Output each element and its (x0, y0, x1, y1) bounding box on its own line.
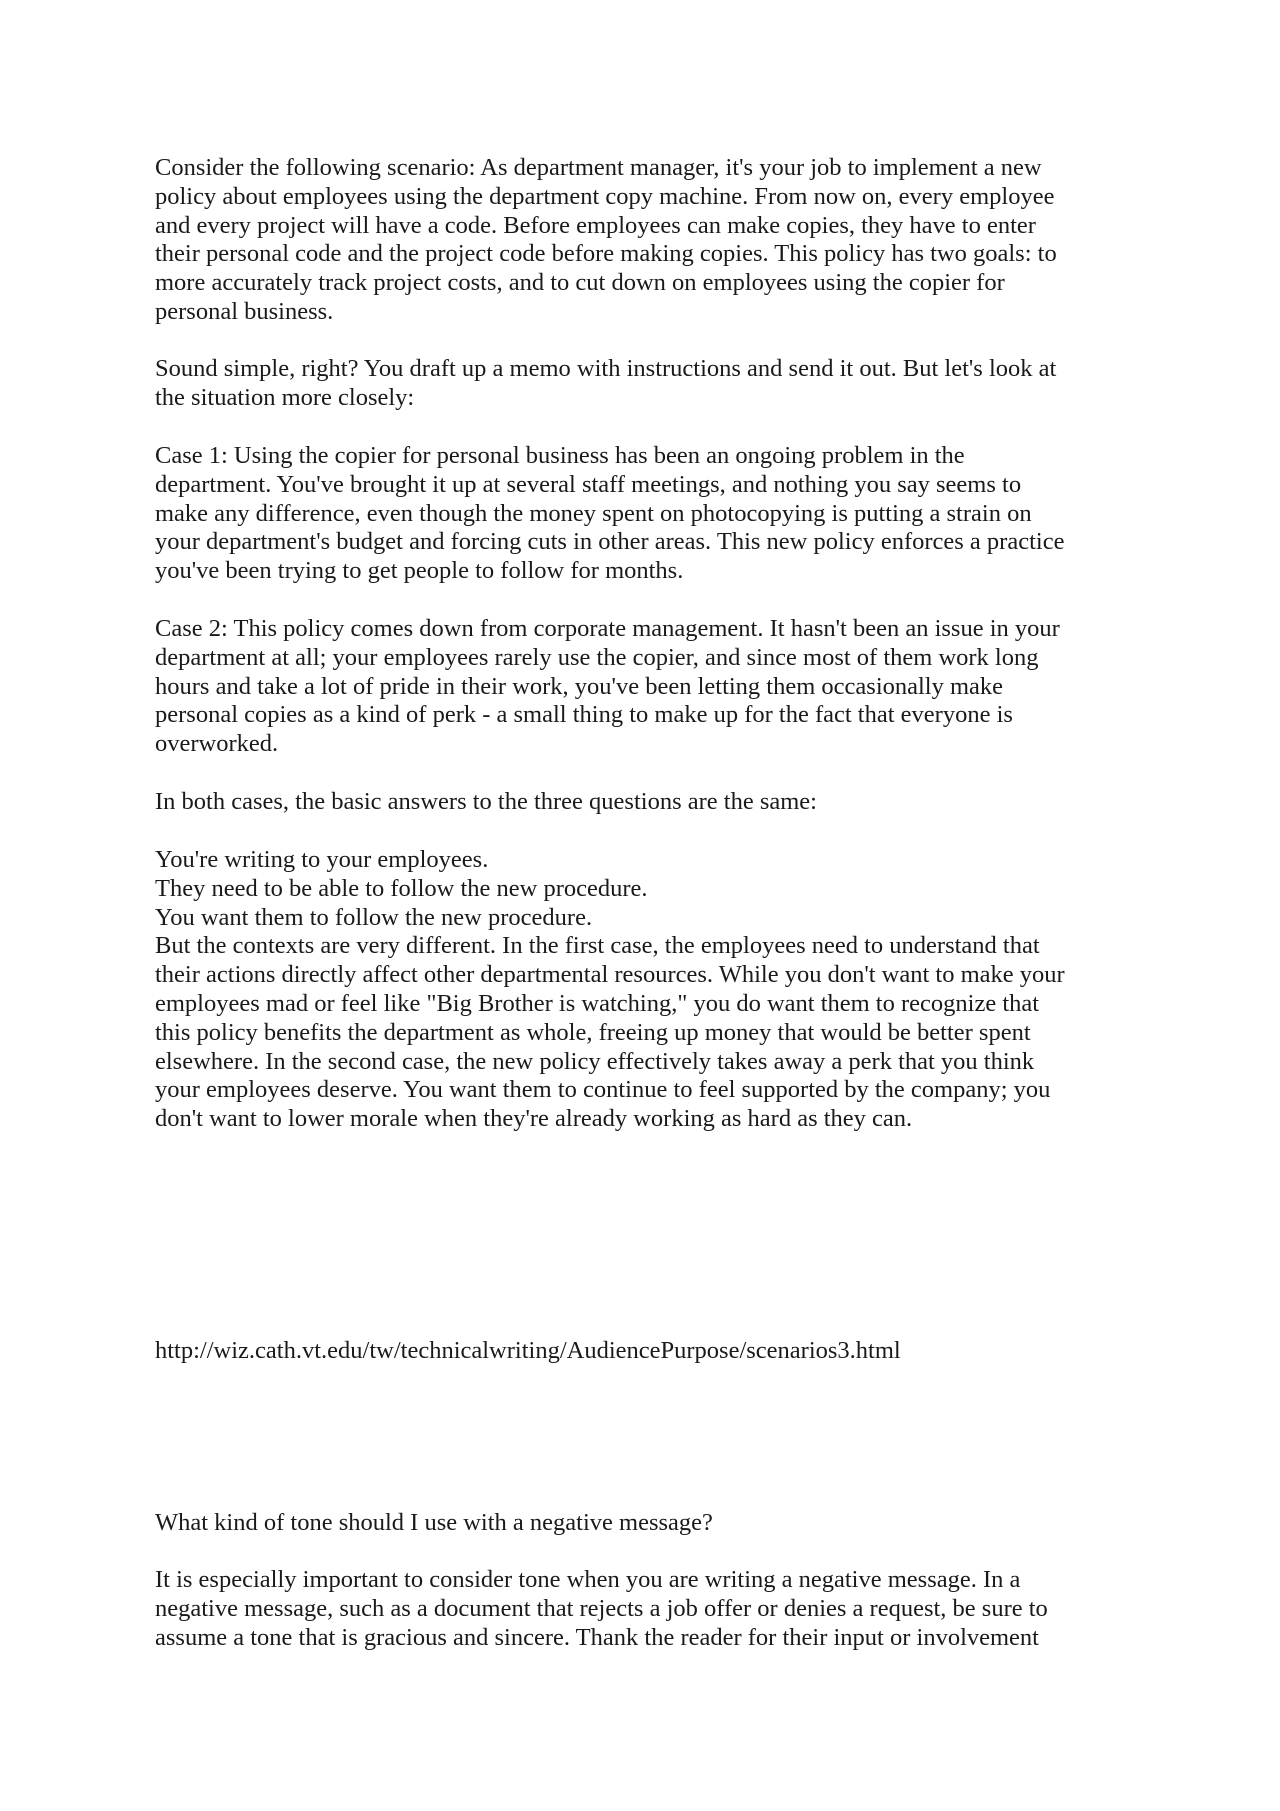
tone-paragraph-block (155, 1566, 1155, 1652)
source-url-block (155, 1337, 1155, 1366)
answer-line-3: You want them to follow the new procedure. (155, 903, 593, 931)
both-cases-paragraph-block (155, 788, 1155, 817)
answer-line-2: They need to be able to follow the new procedure. (155, 874, 648, 902)
both-cases-paragraph: In both cases, the basic answers to the three questions are the same: (155, 788, 817, 815)
answer-line-1: You're writing to your employees. (155, 846, 489, 873)
case-2-paragraph-block (155, 615, 1155, 759)
source-url: http://wiz.cath.vt.edu/tw/technicalwriting/AudiencePurpose/scenarios3.html (155, 1337, 901, 1364)
sound-simple-paragraph-block (155, 355, 1155, 413)
tone-question: What kind of tone should I use with a negative message? (155, 1509, 713, 1536)
sound-simple-paragraph: Sound simple, right? You draft up a memo with instructions and send it out. But let's look at the situation more closely: (155, 355, 1057, 411)
scenario-paragraph-block (155, 154, 1155, 327)
scenario-paragraph: Consider the following scenario: As department manager, it's your job to implement a new policy about employees using the department copy machine. From now on, every employee and every project will have a code. Before employees can make copies, they have to enter their personal code and the project code before making copies. This policy has two goals: to more accurately track project costs, and to cut down on employees using the copier for personal business. (155, 154, 1057, 325)
tone-question-block (155, 1509, 1155, 1538)
case-1-paragraph: Case 1: Using the copier for personal business has been an ongoing problem in the department. You've brought it up at several staff meetings, and nothing you say seems to make any difference, even though the money spent on photocopying is putting a strain on your department's budget and forcing cuts in other areas. This new policy enforces a practice you've been trying to get people to follow for months. (155, 442, 1065, 585)
contexts-paragraph: But the contexts are very different. In the first case, the employees need to understand that their actions directly affect other departmental resources. While you don't want to make your employees mad or feel like "Big Brother is watching," you do want them to recognize that this policy benefits the department as whole, freeing up money that would be better spent elsewhere. In the second case, the new policy effectively takes away a perk that you think your employees deserve. You want them to continue to feel supported by the company; you don't want to lower morale when they're already working as hard as they can. (155, 932, 1065, 1133)
case-2-paragraph: Case 2: This policy comes down from corporate management. It hasn't been an issue in your department at all; your employees rarely use the copier, and since most of them work long hours and take a lot of pride in their work, you've been letting them occasionally make personal copies as a kind of perk - a small thing to make up for the fact that everyone is overworked. (155, 615, 1060, 758)
answers-and-contexts-block (155, 846, 1155, 1134)
case-1-paragraph-block (155, 442, 1155, 586)
tone-paragraph: It is especially important to consider tone when you are writing a negative message. In a negative message, such as a document that rejects a job offer or denies a request, be sure to assume a tone that is gracious and sincere. Thank the reader for their input or involvement (155, 1566, 1048, 1651)
